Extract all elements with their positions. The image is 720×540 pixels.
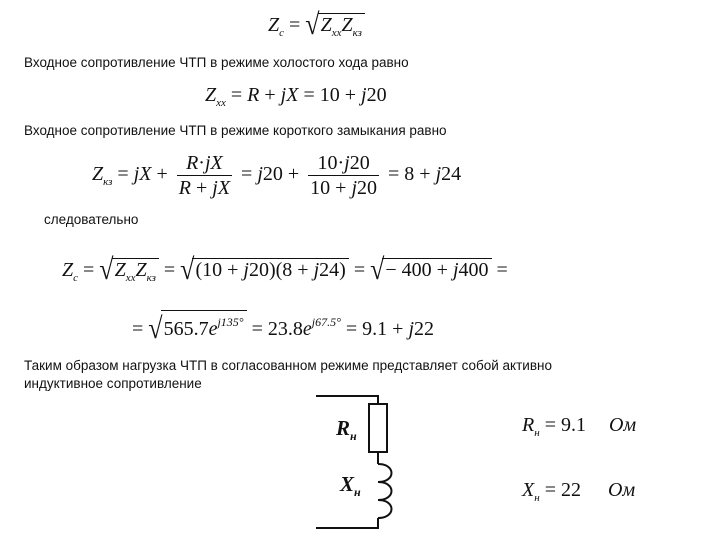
resistor-label-sub: н	[350, 429, 357, 443]
formula-zc: $Z_c = √Z_{xx}Z_{кз}$	[268, 10, 365, 44]
resistor-label	[336, 416, 357, 444]
xn-value	[522, 479, 635, 504]
inductor-label-sub: н	[354, 485, 361, 499]
rn-sub: н	[534, 427, 540, 439]
conclusion-line-2: индуктивное сопротивление	[24, 376, 202, 391]
formula-zkz: $Z_{кз}$ = jX + $\frac{R\cdot jX}{R + jX}$ = j20 + $\frac{10\cdot j20}{10 + j20}$ = 8 + j24	[92, 152, 462, 199]
text-therefore: следовательно	[44, 212, 139, 227]
text-short-circuit: Входное сопротивление ЧТП в режиме короткого замыкания равно	[24, 123, 447, 138]
inductor-label-main: X	[340, 472, 355, 496]
inductor-label	[340, 472, 361, 500]
formula-zc-result: = $√565.7e^{j135^\circ} = 23.8e^{j67.5^\circ} = 9.1 + j22$	[132, 311, 435, 346]
formula-zc-expanded: $Z_c = √Z_{xx}Z_{кз} = √(10 + j20)(8 + j24)$ = √− 400 + j400 =	[62, 255, 508, 289]
xn-symbol: X	[522, 479, 535, 501]
wire-bottom	[316, 518, 378, 528]
text-open-circuit: Входное сопротивление ЧТП в режиме холостого хода равно	[24, 55, 409, 70]
rn-symbol: R	[522, 414, 535, 436]
rn-unit: Ом	[608, 414, 637, 436]
xn-unit: Ом	[607, 479, 636, 501]
wire-top	[316, 396, 378, 404]
resistor-symbol	[369, 404, 387, 452]
formula-zxx: $Z_{xx} = R$ + jX = 10 + j20	[205, 84, 387, 109]
rn-eq: = 9.1	[544, 414, 586, 436]
rn-value	[522, 414, 636, 439]
xn-sub: н	[534, 492, 540, 504]
resistor-label-main: R	[336, 416, 351, 440]
inductor-symbol	[378, 464, 392, 518]
xn-eq: = 22	[544, 479, 581, 501]
conclusion-line-1: Таким образом нагрузка ЧТП в согласованном режиме представляет собой активно	[24, 358, 552, 373]
